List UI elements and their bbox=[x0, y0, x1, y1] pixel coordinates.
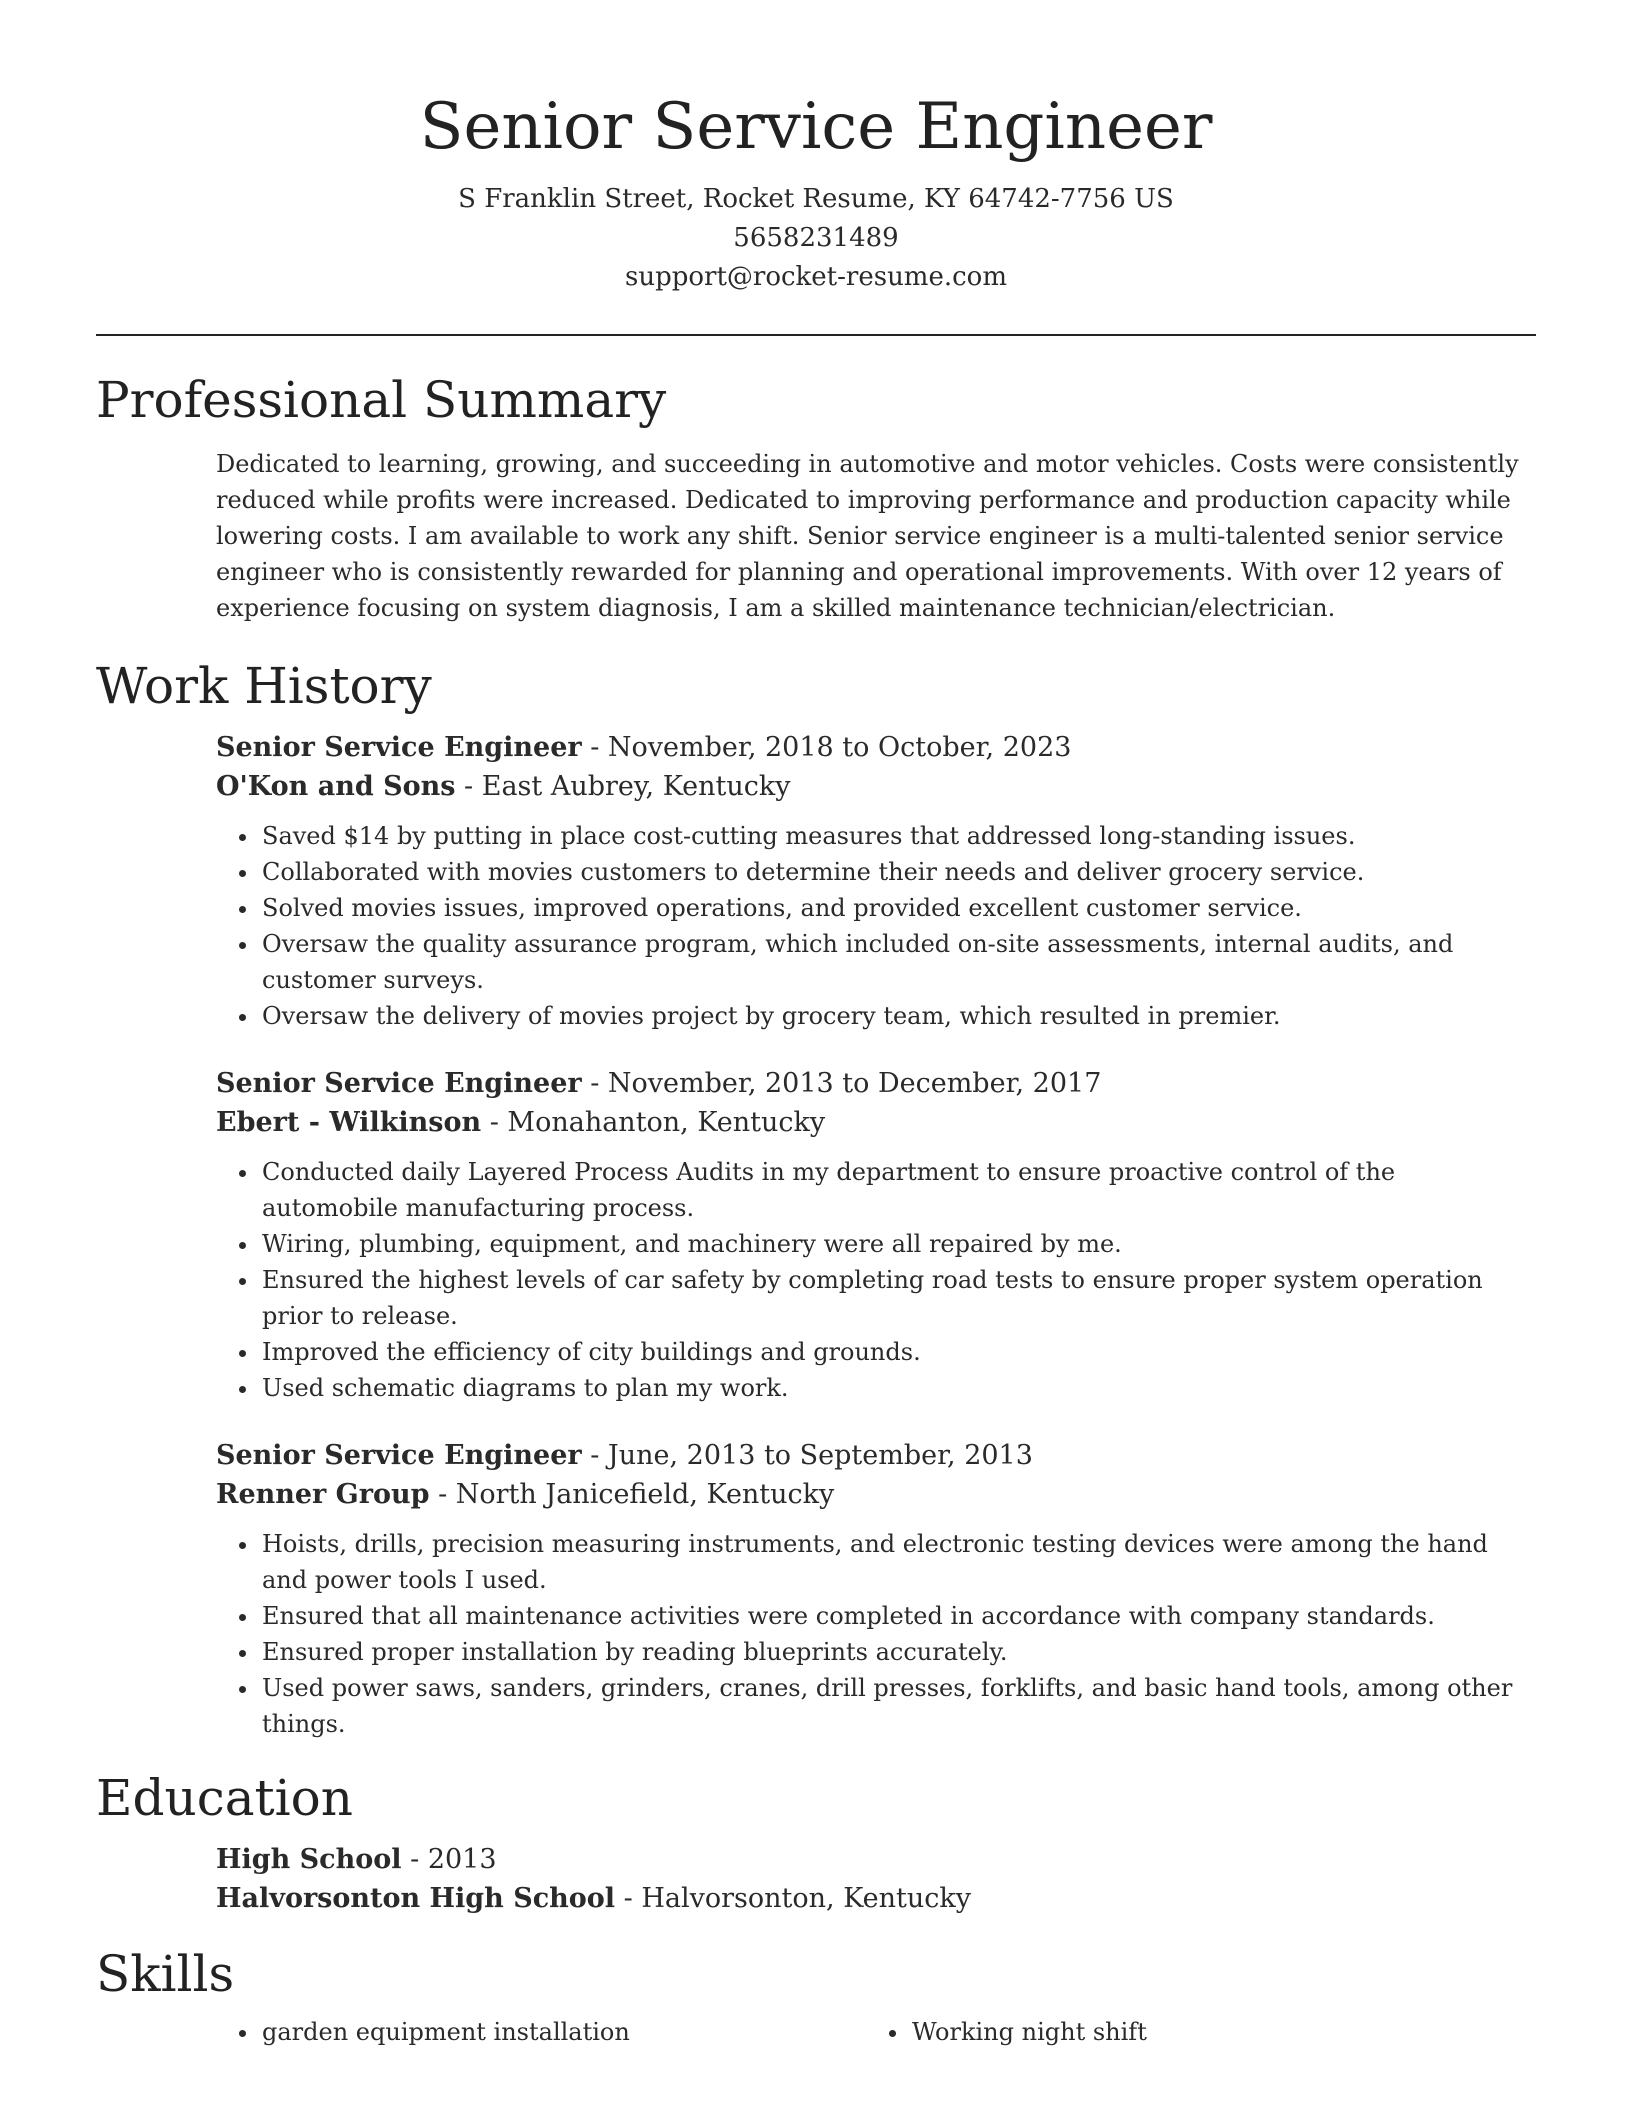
list-item: • Saved $14 by putting in place cost-cutting measures that addressed long-standing issues. bbox=[260, 818, 1536, 854]
skills-list-left bbox=[216, 2014, 866, 2050]
job-company-line bbox=[216, 767, 1536, 806]
education-degree-line bbox=[216, 1840, 1536, 1879]
skills-list-right bbox=[866, 2014, 1516, 2050]
education-location: - Halvorsonton, Kentucky bbox=[615, 1883, 971, 1914]
job-bullets bbox=[216, 1526, 1536, 1742]
job-title-line bbox=[216, 728, 1536, 767]
education-school: Halvorsonton High School bbox=[216, 1883, 616, 1914]
work-history-section bbox=[96, 656, 1536, 1742]
resume-page bbox=[96, 0, 1536, 2050]
job-dates: - November, 2013 to December, 2017 bbox=[581, 1068, 1102, 1099]
job-location: - North Janicefield, Kentucky bbox=[429, 1479, 835, 1510]
skills-title: Skills bbox=[96, 1945, 235, 2003]
list-item: • Oversaw the quality assurance program, which included on-site assessments, internal audits, and customer surveys. bbox=[260, 926, 1536, 998]
skills-section bbox=[96, 1944, 1536, 2050]
education-school-line bbox=[216, 1879, 1536, 1918]
education-degree: High School bbox=[216, 1844, 402, 1875]
header-divider bbox=[96, 334, 1536, 336]
education-year: - 2013 bbox=[401, 1844, 497, 1875]
list-item: • Solved movies issues, improved operations, and provided excellent customer service. bbox=[260, 890, 1536, 926]
skills-column-left bbox=[216, 2014, 866, 2050]
job-location: - Monahanton, Kentucky bbox=[481, 1107, 826, 1138]
job-entry bbox=[216, 1064, 1536, 1406]
contact-address: S Franklin Street, Rocket Resume, KY 64742-7756 US bbox=[458, 184, 1174, 214]
list-item: • Improved the efficiency of city buildings and grounds. bbox=[260, 1334, 1536, 1370]
job-role: Senior Service Engineer bbox=[216, 1440, 582, 1471]
job-company-line bbox=[216, 1475, 1536, 1514]
work-history-title: Work History bbox=[96, 657, 432, 715]
summary-text: Dedicated to learning, growing, and succeeding in automotive and motor vehicles. Costs were consistently reduced while profits were increased. Dedicated to improving performance and production capacity while lowering costs. I am available to work any shift. Senior service engineer is a multi-talented senior service engineer who is consistently rewarded for planning and operational improvements. With over 12 years of experience focusing on system diagnosis, I am a skilled maintenance technician/electrician. bbox=[216, 450, 1519, 622]
list-item: • Collaborated with movies customers to determine their needs and deliver grocery service. bbox=[260, 854, 1536, 890]
summary-title: Professional Summary bbox=[96, 371, 667, 429]
contact-phone: 5658231489 bbox=[733, 223, 899, 253]
resume-header bbox=[96, 0, 1536, 297]
education-title: Education bbox=[96, 1769, 353, 1827]
list-item: • Ensured that all maintenance activities were completed in accordance with company standards. bbox=[260, 1598, 1536, 1634]
education-section bbox=[96, 1768, 1536, 1918]
job-entry bbox=[216, 728, 1536, 1034]
job-role: Senior Service Engineer bbox=[216, 732, 582, 763]
job-role: Senior Service Engineer bbox=[216, 1068, 582, 1099]
summary-section bbox=[96, 370, 1536, 626]
job-dates: - June, 2013 to September, 2013 bbox=[581, 1440, 1033, 1471]
skill-item: • garden equipment installation bbox=[260, 2014, 866, 2050]
list-item: • Hoists, drills, precision measuring instruments, and electronic testing devices were among the hand and power tools I used. bbox=[260, 1526, 1536, 1598]
list-item: • Ensured proper installation by reading blueprints accurately. bbox=[260, 1634, 1536, 1670]
job-entry bbox=[216, 1436, 1536, 1742]
list-item: • Wiring, plumbing, equipment, and machinery were all repaired by me. bbox=[260, 1226, 1536, 1262]
job-bullets bbox=[216, 818, 1536, 1034]
job-company-line bbox=[216, 1103, 1536, 1142]
job-bullets bbox=[216, 1154, 1536, 1406]
job-company: Ebert - Wilkinson bbox=[216, 1107, 482, 1138]
job-title-line bbox=[216, 1064, 1536, 1103]
list-item: • Used schematic diagrams to plan my work. bbox=[260, 1370, 1536, 1406]
job-dates: - November, 2018 to October, 2023 bbox=[581, 732, 1072, 763]
skill-item: • Working night shift bbox=[910, 2014, 1516, 2050]
job-location: - East Aubrey, Kentucky bbox=[455, 771, 791, 802]
job-title-line bbox=[216, 1436, 1536, 1475]
candidate-name: Senior Service Engineer bbox=[419, 90, 1213, 164]
list-item: • Used power saws, sanders, grinders, cranes, drill presses, forklifts, and basic hand tools, among other things. bbox=[260, 1670, 1536, 1742]
list-item: • Oversaw the delivery of movies project by grocery team, which resulted in premier. bbox=[260, 998, 1536, 1034]
skills-column-right bbox=[866, 2014, 1516, 2050]
job-company: O'Kon and Sons bbox=[216, 771, 456, 802]
list-item: • Ensured the highest levels of car safety by completing road tests to ensure proper system operation prior to release. bbox=[260, 1262, 1536, 1334]
job-company: Renner Group bbox=[216, 1479, 430, 1510]
list-item: • Conducted daily Layered Process Audits in my department to ensure proactive control of the automobile manufacturing process. bbox=[260, 1154, 1536, 1226]
contact-email: support@rocket-resume.com bbox=[624, 262, 1007, 292]
